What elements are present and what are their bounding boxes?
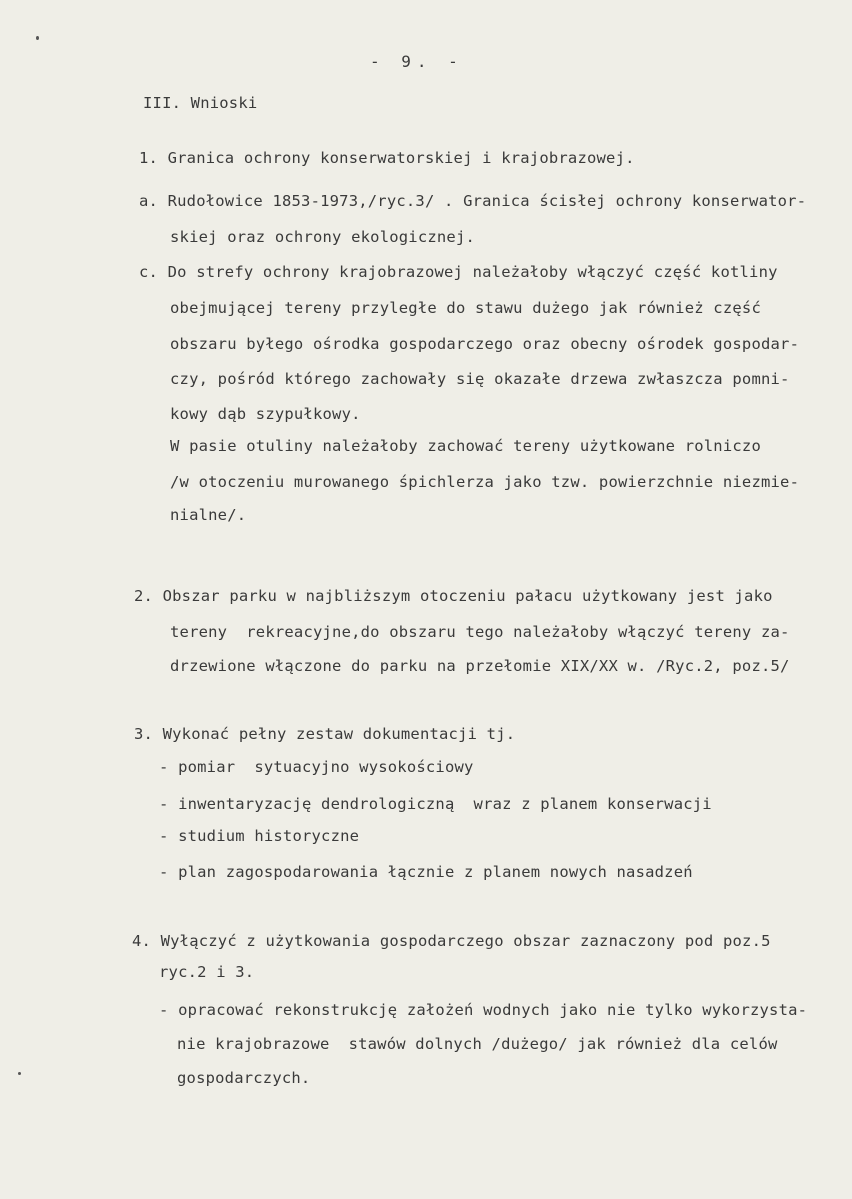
item-3-line: 3. Wykonać pełny zestaw dokumentacji tj. [134, 725, 516, 743]
item-a-line: skiej oraz ochrony ekologicznej. [170, 228, 476, 246]
item-c-line: W pasie otuliny należałoby zachować tereny użytkowane rolniczo [170, 437, 761, 455]
item-c-line: nialne/. [170, 506, 247, 524]
paper-speck [18, 1072, 21, 1075]
item-2-line: 2. Obszar parku w najbliższym otoczeniu pałacu użytkowany jest jako [134, 587, 773, 605]
item-c-line: obejmującej tereny przyległe do stawu dużego jak również część [170, 299, 761, 317]
page-number: - 9. - [370, 52, 464, 71]
item-4-bullet-line: - opracować rekonstrukcję założeń wodnych jako nie tylko wykorzysta- [159, 1001, 808, 1019]
paper-speck [36, 36, 39, 40]
item-c-line: czy, pośród którego zachowały się okazałe drzewa zwłaszcza pomni- [170, 370, 790, 388]
item-4-line: ryc.2 i 3. [159, 963, 255, 981]
item-2-line: tereny rekreacyjne,do obszaru tego należałoby włączyć tereny za- [170, 623, 790, 641]
item-c-line: obszaru byłego ośrodka gospodarczego oraz obecny ośrodek gospodar- [170, 335, 800, 353]
item-a-line: a. Rudołowice 1853-1973,/ryc.3/ . Granica ścisłej ochrony konserwator- [139, 192, 807, 210]
item-c-line: kowy dąb szypułkowy. [170, 405, 361, 423]
item-3-bullet: - studium historyczne [159, 827, 360, 845]
item-3-bullet: - inwentaryzację dendrologiczną wraz z planem konserwacji [159, 795, 712, 813]
item-3-bullet: - pomiar sytuacyjno wysokościowy [159, 758, 474, 776]
item-c-line: c. Do strefy ochrony krajobrazowej należałoby włączyć część kotliny [139, 263, 778, 281]
item-4-bullet-line: gospodarczych. [177, 1069, 311, 1087]
item-3-bullet: - plan zagospodarowania łącznie z planem nowych nasadzeń [159, 863, 693, 881]
item-4-bullet-line: nie krajobrazowe stawów dolnych /dużego/ jak również dla celów [177, 1035, 778, 1053]
item-c-line: /w otoczeniu murowanego śpichlerza jako tzw. powierzchnie niezmie- [170, 473, 800, 491]
section-heading: III. Wnioski [143, 94, 258, 112]
item-2-line: drzewione włączone do parku na przełomie XIX/XX w. /Ryc.2, poz.5/ [170, 657, 790, 675]
item-1: 1. Granica ochrony konserwatorskiej i krajobrazowej. [139, 149, 635, 167]
item-4-line: 4. Wyłączyć z użytkowania gospodarczego obszar zaznaczony pod poz.5 [132, 932, 771, 950]
